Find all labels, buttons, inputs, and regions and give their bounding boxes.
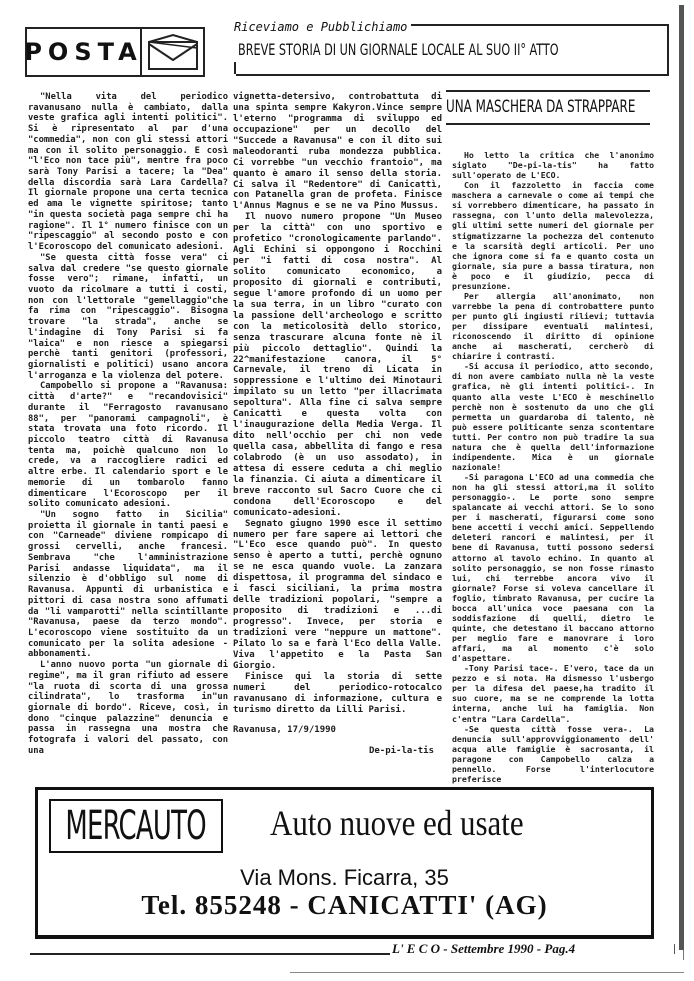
article-column-2 — [233, 92, 442, 757]
posta-label: POSTA — [27, 29, 142, 75]
paragraph: Per allergia all'anonimato, non varrebbe la pena di controbattere punto per punto gli ingiusti rilievi; tuttavia per dissipare eventuali malintesi, riconoscendo il diritto di opinione anche ai mascherati, cercherò di chiarire i contrasti. — [452, 290, 654, 362]
paragraph: vignetta-detersivo, controbattuta di una spinta sempre Kakyron.Vince sempre l'eterno "programma di sviluppo ed occupazione" per un decollo del "Succede a Ravanusa" e con il dito sui maleodoranti ruba mondezza pubblica. Ci vorrebbe "un vecchio frantoio", ma quanto è amaro il senso della storia. Ci salva il "Redentore" di Canicattì, con Patanella gran de profeta. Finisce l'Annus Magnus e se ne va Pino Mussus. — [233, 92, 442, 212]
advertisement — [35, 787, 654, 939]
paragraph: -Si paragona L'ECO ad una commedia che non ha gli stessi attori,ma il solito personaggio-. Le porte sono sempre spalancate ai vecchi attori. Se lo sono per i mascherati, figurarsi come sono bene accetti i vecchi amici. Seppellendo deleteri rancori e malintesi, per il bene di Ravanusa, tutti possono sedersi attorno al tavolo echino. In quanto al solito personaggio, se non fosse rimasto lui, chi terrebbe ancora vivo il giornale? Forse si voleva cancellare il foglio, timbrato Ravanusa, per cucire la bocca all'unica voce paesana con la soddisfazione di quelli, dietro le quinte, che detestano il baccano attorno per meglio fare e manovrare i loro affari, ma al momento c'è solo d'aspettare. — [452, 472, 654, 664]
paragraph: -Tony Parisi tace-. E'vero, tace da un pezzo e si nota. Ha dismesso l'usbergo per la difesa del paese,ha tradito il suo cuore, ma se ne comprende la lotta interna, anche lui ha famiglia. Non c'entra "Lara Cardella". — [452, 663, 654, 724]
reply-article-title: UNA MASCHERA DA STRAPPARE — [446, 97, 636, 117]
footer-rule — [30, 953, 390, 955]
paragraph: Campobello si propone a "Ravanusa: città d'arte?" e "recandovisici" durante il "Ferragosto ravanusano 88", per "panorami campagnoli", è stata trovata una foto ricordo. Il piccolo teatro città di Ravanusa tenta ma, poichè qualcuno non lo crede, va a raccogliere radici ed altre erbe. Il calendario sport e le memorie di un tombarolo fanno dimenticare l'Ecoroscopo per il solito comunicato adesioni. — [28, 381, 228, 510]
ad-brand-name: MERCAUTO — [65, 803, 207, 849]
paragraph: "Se questa città fosse vera" ci salva dal credere "se questo giornale fosse vero"; rimane, infatti, un vuoto da ricolmare a tutti i costi, non con l'lettorale "gemellaggio"che fa rima con "ripescaggio". Bisogna trovare "la strada", anche se l'indagine di Tony Parisi si fa "laica" e non riesce a spiegarsi perchè tanti genitori (professori, giornalisti e politici) usano ancora l'arroganza e la violenza del potere. — [28, 252, 228, 381]
paragraph: L'anno nuovo porta "un giornale di regime", ma il gran rifiuto ad essere "la ruota di scorta di una grossa cilindrata", lo trasforma in"un giornale di bordo". Riceve, così, in dono "cinque palazzine" denuncia e passa in rassegna una mostra che fotografa i valori del passato, con una — [28, 660, 228, 756]
ad-phone-city: Tel. 855248 - CANICATTI' (AG) — [141, 890, 548, 920]
posta-section-badge — [25, 27, 205, 77]
header-corner-tick — [234, 62, 236, 74]
paragraph: Con il fazzoletto in faccia come maschera a carnevale o come ai tempi che si vorrebbero dimenticare, ha passato in rassegna, con l'unto della malevolezza, gli ultimi sette numeri del giornale per stigmatizzarne la pochezza del contenuto e la scarsità degli articoli. Per uno che ignora come si fa e quanto costa un giornale, sia pure a bassa tiratura, non è poco e il giudizio, pecca di presunzione. — [452, 180, 654, 291]
article-column-3 — [452, 150, 654, 784]
page-edge-bar — [679, 5, 684, 950]
ad-tagline: Auto nuove ed usate — [270, 803, 524, 843]
ad-brand-logo — [49, 799, 223, 853]
ad-address: Via Mons. Ficarra, 35 — [240, 865, 449, 890]
section-kicker: Riceviamo e Pubblichiamo — [234, 20, 408, 34]
article-title: BREVE STORIA DI UN GIORNALE LOCALE AL SUO II° ATTO — [238, 40, 559, 59]
paragraph: "Un sogno fatto in Sicilia" proietta il giornale in tanti paesi e con "Carneade" diviene rompicapo di grossi cervelli, anche francesi. Sembrava "che l'amministrazione Parisi andasse liquidata", ma il silenzio è d'obbligo sul nome di Ravanusa. Appunti di urbanistica e pittori di casa nostra sono affumati da "li vamparotti" nella scintillante "Ravanusa, paese da terzo mondo". L'ecoroscopo viene sostituito da un comunicato per la solita adesione - abbonamenti. — [28, 510, 228, 660]
page-bottom-edge — [290, 972, 684, 973]
paragraph: Ho letto la critica che l'anonimo siglato "De-pi-la-tis" ha fatto sull'operato de L'ECO. — [452, 150, 654, 181]
footer-tick — [674, 944, 675, 954]
paragraph: -Si accusa il periodico, atto secondo, di non avere cambiato nulla nè la veste grafica, nè gli intenti politici-. In quanto alla veste L'ECO è meschinello perchè non è sostenuto da uno che gli permetta un guardaroba di talento, nè può essere politicante senza scontentare tutti. Per contro non può tradire la sua natura che è quella dell'informazione indipendente. Mica è un giornale nazionale! — [452, 361, 654, 472]
paragraph: "Nella vita del periodico ravanusano nulla è cambiato, dalla veste grafica agli intenti politici". Si è ripresentato al par d'una "commedia", non con gli stessi attori ma con il solito personaggio. E così "l'Eco non tace più", mentre fra poco sarà Tony Parisi a tacere; la "Dea" della discordia sarà Lara Cardella? Il giornale propone una certa tecnica ed ama le vignette spiritose; tanto "in questa società paga sempre chi ha ragione". Il 1° numero finisce con un "ripescaggio" al secondo posto e con l'Ecoroscopo del comunicato adesioni. — [28, 92, 228, 253]
paragraph: Finisce qui la storia di sette numeri del periodico-rotocalco ravanusano di informazione, cultura e turismo diretto da Lilli Parisi. — [233, 671, 442, 715]
title-rule-bottom — [446, 123, 650, 125]
footer-folio: L' E C O - Settembre 1990 - Pag.4 — [392, 941, 576, 956]
title-rule-top — [446, 90, 650, 92]
paragraph: Segnato giugno 1990 esce il settimo numero per fare sapere ai lettori che "L'Eco esce quando può". In questo senso è aperto a tutti, perchè ognuno se ne esca quando vuole. La zanzara dispettosa, il programma del sindaco e i fasci siciliani, la prima mostra delle tradizioni popolari, "sempre a proposito di tradizioni e ...di progresso". Invece, per storia e tradizioni vere "neppure un mattone". Pilato lo sa e farà l'Eco della Valle. Viva l'appetito e la Pasta San Giorgio. — [233, 518, 442, 671]
article-header-box — [234, 20, 669, 76]
page-edge-tick — [683, 950, 684, 960]
article-column-1 — [28, 92, 228, 757]
place-date: Ravanusa, 17/9/1990 — [233, 725, 336, 736]
paragraph: Il nuovo numero propone "Un Museo per la città" con uno sportivo e profetico "cronologicamente parlando". Agli Echini si oppongono i Rocchini per "i fatti di cosa nostra". Al solito comunicato economico, a proposito di giornali e contributi, segue l'amore profondo di un uomo per la sua terra, in un libro "curato con la passione dell'archeologo e scritto con la meticolosità dello storico, senza trascurare alcuna fonte nè il più piccolo dettaglio". Quindi la 22^manifestazione canora, il 5° Carnevale, il treno di Licata in soppressione e l'ultimo dei Minotauri impilato su un letto "per illacrimata sepoltura". Alla fine ci salva sempre Canicattì e questa volta con l'inaugurazione della Media Verga. Il dito nell'occhio per chi non vede quella casa, abbellita di fango e resa colabrodo (è un uso assodato), in attesa di essere ceduta a chi meglio la finanzia. Ci aiuta a dimenticare il breve racconto sul Sacro Cuore che ci condona dell'Ecoroscopo e del comunicato-adesioni. — [233, 212, 442, 518]
signature: De-pi-la-tis — [368, 746, 434, 757]
envelope-icon — [142, 29, 203, 75]
paragraph: -Se questa città fosse vera-. La denuncia sull'approvviggionamento dell' acqua alle famiglie è sacrosanta, il paragone con Campobello calza a pennello. Forse l'interlocutore preferisce — [452, 723, 654, 784]
